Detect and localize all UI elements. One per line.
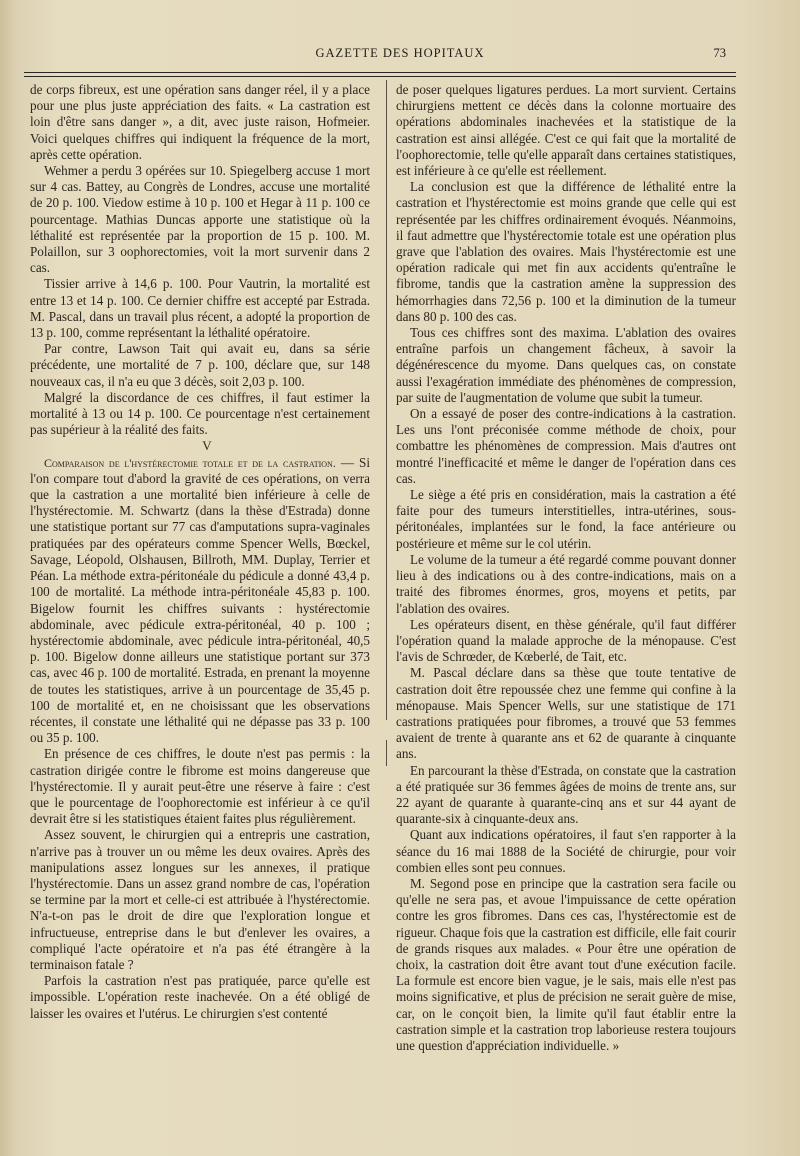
column-divider-lower (386, 740, 387, 766)
paragraph: La conclusion est que la différence de léthalité entre la castration et l'hystérectomie est moins grande que celle qui est représentée par les chiffres ordinairement évoqués. Néanmoins, il faut admettre que l'hystérectomie totale est une opération plus grave que l'ablation des ovaires. Mais l'hystérectomie est une opération radicale qui met fin aux accidents qu'entraîne le fibrome, tandis que la castration amène la suppression des hémorrhagies dans 72,56 p. 100 et la diminution de la tumeur dans 80 p. 100 des cas. (396, 179, 736, 324)
section-text: — Si l'on compare tout d'abord la gravité de ces opérations, on verra que la castration a une mortalité bien inférieure à celle de l'hystérectomie. M. Schwartz (dans la thèse d'Estrada) donne une statistique portant sur 77 cas d'amputations supra-vaginales pratiquées par des opérateurs comme Spencer Wells, Bœckel, Savage, Léopold, Olshausen, Billroth, MM. Duplay, Terrier et Péan. La méthode extra-péritonéale du pédicule a donné 43,4 p. 100 de mortalité. La méthode intra-péritonéale 45,83 p. 100. Bigelow fournit les chiffres suivants : hystérectomie abdominale, avec pédicule extra-péritonéal, 40 p. 100 ; hystérectomie abdominale, avec pédicule intra-péritonéal, 40,5 p. 100. Bigelow donne ailleurs une statistique portant sur 373 cas, avec 46 p. 100 de mortalité. Estrada, en prenant la moyenne de toutes les statistiques, arrive à un pourcentage de 35,45 p. 100 de mortalité et, en ne choisissant que les observations récentes, il constate une léthalité qui ne dépasse pas 33 p. 100 ou 35 p. 100. (30, 454, 370, 746)
paragraph: En présence de ces chiffres, le doute n'est pas permis : la castration dirigée contre le fibrome est moins dangereuse que l'hystérectomie. Il y aurait peut-être une réserve à faire : c'est que le pourcentage de l'oophorectomie est inférieur à ce qu'il devrait être si les statistiques étaient faites plus régulièrement. (30, 746, 370, 827)
paragraph: Par contre, Lawson Tait qui avait eu, dans sa série précédente, une mortalité de 7 p. 100, déclare que, sur 148 nouveaux cas, il n'a eu que 3 décès, soit 2,03 p. 100. (30, 341, 370, 389)
paragraph: Les opérateurs disent, en thèse générale, qu'il faut différer l'opération quand la malade approche de la ménopause. C'est l'avis de Schrœder, de Kœberlé, de Tait, etc. (396, 616, 736, 665)
paragraph: Le volume de la tumeur a été regardé comme pouvant donner lieu à des indications ou à des contre-indications, mais on a traité des fibromes énormes, gros, moyens et petits, par l'ablation des ovaires. (396, 551, 736, 616)
paragraph: M. Segond pose en principe que la castration sera facile ou qu'elle ne sera pas, et avoue l'impuissance de cette opération contre les gros fibromes. Dans ces cas, l'hystérectomie est de rigueur. Chaque fois que la castration est difficile, elle fait courir de grands risques aux malades. « Pour être une opération de choix, la castration doit être avant tout d'une exécution facile. La formule est encore bien vague, je le sais, mais elle n'est pas moins significative, et plus de précision ne serait guère de mise, car, on le conçoit bien, la limite qu'il faut établir entre la castration simple et la castration trop laborieuse restera toujours une question d'appréciation individuelle. » (396, 875, 736, 1053)
column-divider (386, 80, 387, 720)
section-paragraph (30, 455, 370, 747)
paragraph: Tous ces chiffres sont des maxima. L'ablation des ovaires entraîne parfois un changement fâcheux, à savoir la dégénérescence du myome. Dans quelques cas, on constate aussi l'exagération immédiate des phénomènes de compression, par suite de l'augmentation de volume que subit la tumeur. (396, 325, 736, 405)
section-number: V (202, 438, 212, 454)
paragraph: de corps fibreux, est une opération sans danger réel, il y a place pour une plus juste appréciation des faits. « La castration est loin d'être sans danger », a dit, avec juste raison, Hofmeier. Voici quelques chiffres qui indiquent la fréquence de la mort, après cette opération. (30, 82, 370, 162)
right-column (396, 82, 736, 1054)
page-number: 73 (713, 46, 726, 60)
paragraph: Quant aux indications opératoires, il faut s'en rapporter à la séance du 16 mai 1888 de la Société de chirurgie, pour voir combien elles sont peu connues. (396, 827, 736, 875)
paragraph: de poser quelques ligatures perdues. La mort survient. Certains chirurgiens mettent ce décès dans la colonne mortuaire des opérations abdominales inachevées et la statistique de la castration est ainsi allégée. C'est ce qui fait que la mortalité de l'oophorectomie, telle qu'elle apparaît dans certaines statistiques, est inférieure à ce qu'elle est réellement. (396, 82, 736, 179)
paragraph: M. Pascal déclare dans sa thèse que toute tentative de castration doit être repoussée chez une femme qui confine à la ménopause. Mais Spencer Wells, sur une statistique de 171 castrations pratiquées pour fibromes, a trouvé que 53 femmes avaient de trente à quarante ans et 62 de quarante à cinquante ans. (396, 665, 736, 762)
header-rule-thin (24, 76, 736, 77)
paragraph: Le siège a été pris en considération, mais la castration a été faite pour des tumeurs interstitielles, intra-utérines, sous-péritonéales, implantées sur le fond, la face antérieure ou postérieure et même sur le col utérin. (396, 487, 736, 551)
journal-title: GAZETTE DES HOPITAUX (315, 46, 485, 60)
paragraph: Malgré la discordance de ces chiffres, il faut estimer la mortalité à 13 ou 14 p. 100. Ce pourcentage n'est certainement pas supérieur à la réalité des faits. (30, 389, 370, 438)
paragraph: On a essayé de poser des contre-indications à la castration. Les uns l'ont préconisée comme méthode de choix, pour combattre les phénomènes de compression. Mais d'autres ont montré l'inefficacité et même le danger de l'opération dans ces cas. (396, 406, 736, 486)
paragraph: Wehmer a perdu 3 opérées sur 10. Spiegelberg accuse 1 mort sur 4 cas. Battey, au Congrès de Londres, accuse une mortalité de 20 p. 100. Viedow estime à 10 p. 100 et Hegar à 11 p. 100 ce pourcentage. Mathias Duncas apporte une statistique où la léthalité est représentée par la proportion de 15 p. 100. M. Polaillon, sur 3 oophorectomies, voit la mort survenir dans 2 cas. (30, 163, 370, 276)
paragraph: Assez souvent, le chirurgien qui a entrepris une castration, n'arrive pas à trouver un ou même les deux ovaires. Après des manipulations assez longues sur les annexes, il pratique l'hystérectomie. Dans un assez grand nombre de cas, l'opération se termine par la mort et celle-ci est attribuée à l'hystérectomie. N'a-t-on pas le droit de dire que l'exploration longue et infructueuse, entreprise dans le but d'enlever les ovaires, a compliqué l'acte opératoire et n'a pas été étrangère à la terminaison fatale ? (30, 827, 370, 972)
running-header (0, 46, 800, 66)
paragraph: Parfois la castration n'est pas pratiquée, parce qu'elle est impossible. L'opération reste inachevée. On a été obligé de laisser les ovaires et l'utérus. Le chirurgien s'est contenté (30, 973, 370, 1021)
section-heading: Comparaison de l'hystérectomie totale et de la castration. (44, 455, 336, 470)
left-column (30, 82, 370, 1022)
paragraph: Tissier arrive à 14,6 p. 100. Pour Vautrin, la mortalité est entre 13 et 14 p. 100. Ce dernier chiffre est accepté par Estrada. M. Pascal, dans un travail plus récent, a adopté la proportion de 13 p. 100, comme représentant la léthalité opératoire. (30, 276, 370, 341)
paragraph: En parcourant la thèse d'Estrada, on constate que la castration a été pratiquée sur 36 femmes âgées de moins de trente ans, sur 22 ayant de quarante à quarante-cinq ans et sur 44 ayant de quarante-six à cinquante-deux ans. (396, 762, 736, 827)
header-rule-thick (24, 72, 736, 73)
